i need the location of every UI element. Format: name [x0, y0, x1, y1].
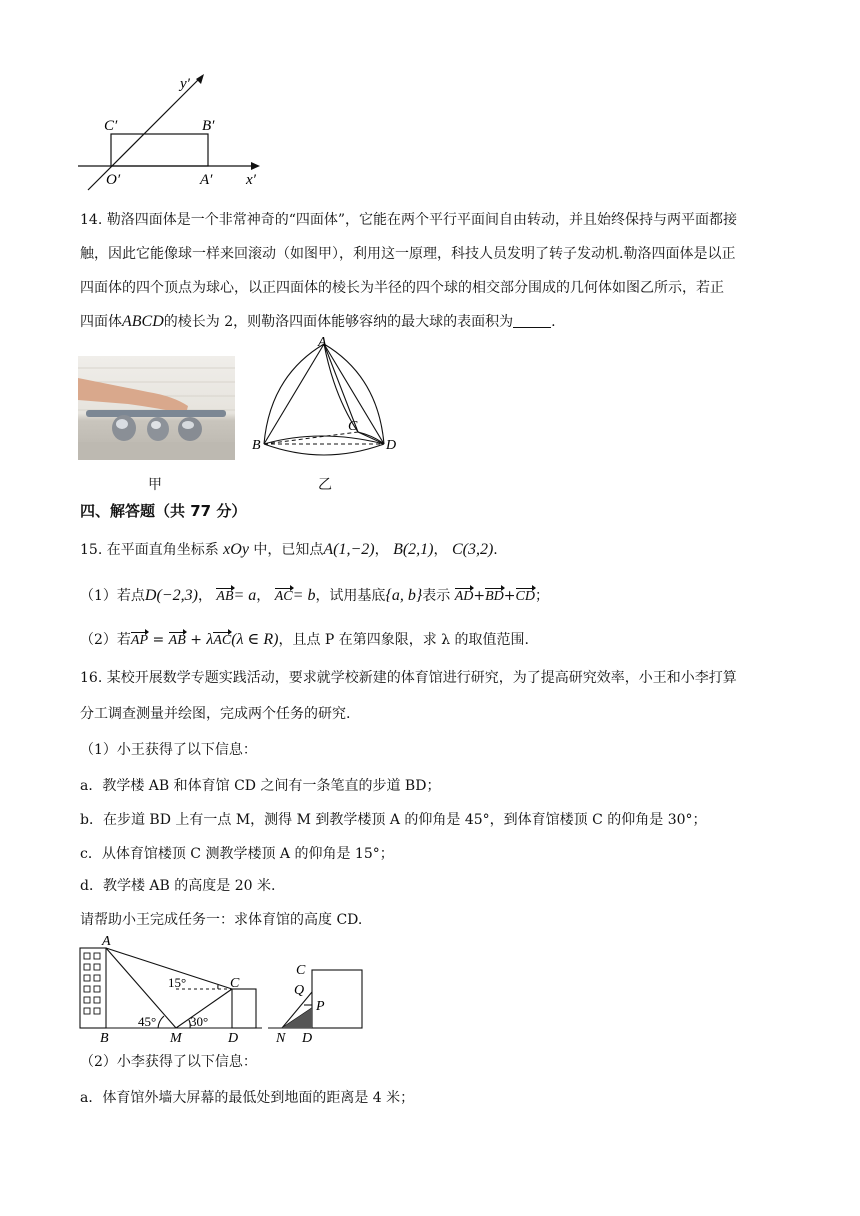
fig2-label-P: P — [316, 999, 325, 1014]
angle-15: 15° — [168, 975, 187, 990]
q16-info-a: a．教学楼 AB 和体育馆 CD 之间有一条笔直的步道 BD； — [80, 778, 441, 794]
q16-info-d: d．教学楼 AB 的高度是 20 米. — [80, 878, 276, 894]
fig2-label-N: N — [276, 1031, 286, 1044]
label-D: D — [386, 438, 397, 453]
vec-ab: AB — [216, 587, 233, 607]
angle-45: 45° — [138, 1014, 157, 1029]
q16-info-b: b．在步道 BD 上有一点 M，测得 M 到教学楼顶 A 的仰角是 45°，到体育馆楼顶 C 的仰角是 30°； — [80, 812, 707, 828]
point-d: D(−2,3) — [144, 587, 198, 604]
label-x: x′ — [246, 172, 256, 188]
q15-xoy: xOy — [223, 541, 249, 558]
label-C: C — [348, 419, 358, 434]
vec-ad: AD — [455, 587, 474, 607]
fig-label-A: A — [102, 934, 111, 949]
vec-ac-2: AC — [213, 631, 231, 651]
lambda-cond: (λ ∈ R) — [231, 631, 279, 648]
q14-line3: 四面体的四个顶点为球心，以正四面体的棱长为半径的四个球的相交部分围成的几何体如图乙所示，若正 — [80, 280, 724, 296]
q15-p2-b: ，且点 P 在第四象限，求 λ 的取值范围. — [278, 632, 529, 648]
q15-part2: （2）若AP = AB + λAC(λ ∈ R)，且点 P 在第四象限，求 λ 的取值范围. — [80, 630, 529, 651]
elevation-angle-figure — [72, 932, 372, 1044]
q15-p1-a: （1）若点 — [80, 588, 145, 604]
vec-bd: BD — [485, 587, 504, 607]
q14-line4 — [80, 312, 556, 332]
q15-part1: （1）若点D(−2,3)， AB= a， AC= b，试用基底{a, b}表示 AD+BD+CD； — [80, 586, 549, 607]
vec-ap: AP — [131, 631, 148, 651]
label-B: B — [252, 438, 261, 453]
q16-line1: 16. 某校开展数学专题实践活动，要求就学校新建的体育馆进行研究，为了提高研究效率，小王和小李打算 — [80, 670, 737, 686]
q16-info-a2: a．体育馆外墙大屏幕的最低处到地面的距离是 4 米； — [80, 1090, 415, 1106]
caption-yi: 乙 — [318, 477, 332, 493]
angle-30: 30° — [190, 1014, 209, 1029]
point-b: B(2,1) — [393, 541, 434, 558]
label-c: C′ — [104, 118, 118, 134]
eq-a: = a — [233, 587, 257, 604]
point-c: C(3,2) — [451, 541, 494, 558]
q15-p1-b: ，试用基底 — [315, 588, 386, 604]
fig2-label-C: C — [296, 963, 306, 978]
eq-b: = b — [292, 587, 316, 604]
q15-p2-a: （2）若 — [80, 632, 131, 648]
section-title: 四、解答题（共 77 分） — [80, 502, 247, 520]
q15-stem: 15. 在平面直角坐标系 xOy 中，已知点A(1,−2)， B(2,1)， C(3,2). — [80, 541, 498, 558]
q15-stem-b: 中，已知点 — [253, 542, 324, 558]
vec-ab-2: AB — [169, 631, 186, 651]
fig-label-D: D — [228, 1031, 239, 1044]
oblique-axis-figure — [70, 68, 270, 198]
vec-ac: AC — [275, 587, 293, 607]
fig2-label-Q: Q — [294, 983, 305, 998]
fig-label-C: C — [230, 976, 240, 991]
fig2-label-D: D — [302, 1031, 313, 1044]
basis: {a, b} — [385, 587, 423, 604]
label-A: A — [318, 336, 327, 350]
q14-line1: 14. 勒洛四面体是一个非常神奇的“四面体”，它能在两个平行平面间自由转动，并且始终保持与两平面都接 — [80, 212, 738, 228]
q16-part1: （1）小王获得了以下信息： — [80, 742, 257, 758]
point-a: A(1,−2) — [323, 541, 375, 558]
q16-line2: 分工调查测量并绘图，完成两个任务的研究. — [80, 706, 351, 722]
lambda: λ — [206, 631, 214, 648]
q16-info-c: c．从体育馆楼顶 C 测教学楼顶 A 的仰角是 15°； — [80, 846, 394, 862]
q16-part2: （2）小李获得了以下信息： — [80, 1054, 257, 1070]
label-b: B′ — [202, 118, 215, 134]
q15-stem-a: 15. 在平面直角坐标系 — [80, 542, 219, 558]
q14-period: . — [551, 314, 556, 330]
q14-line4-b: 的棱长为 2，则勒洛四面体能够容纳的最大球的表面积为 — [163, 314, 514, 330]
caption-jia: 甲 — [148, 477, 162, 493]
reuleaux-tetrahedron-figure — [250, 336, 400, 466]
q14-line2: 触，因此它能像球一样来回滚动（如图甲），利用这一原理，科技人员发明了转子发动机.勒洛四面体是以正 — [80, 246, 736, 262]
q14-line4-a: 四面体 — [80, 314, 122, 330]
label-o: O′ — [106, 172, 121, 188]
photo-jia — [78, 356, 235, 460]
q14-abcd: ABCD — [122, 313, 164, 330]
q16-task1: 请帮助小王完成任务一：求体育馆的高度 CD. — [80, 912, 363, 928]
vec-cd: CD — [516, 587, 535, 607]
fig-label-B: B — [100, 1031, 109, 1044]
fig-label-M: M — [170, 1031, 182, 1044]
label-a: A′ — [200, 172, 213, 188]
q15-p1-c: 表示 — [422, 588, 451, 604]
answer-blank — [513, 313, 551, 328]
label-y: y′ — [180, 76, 190, 92]
